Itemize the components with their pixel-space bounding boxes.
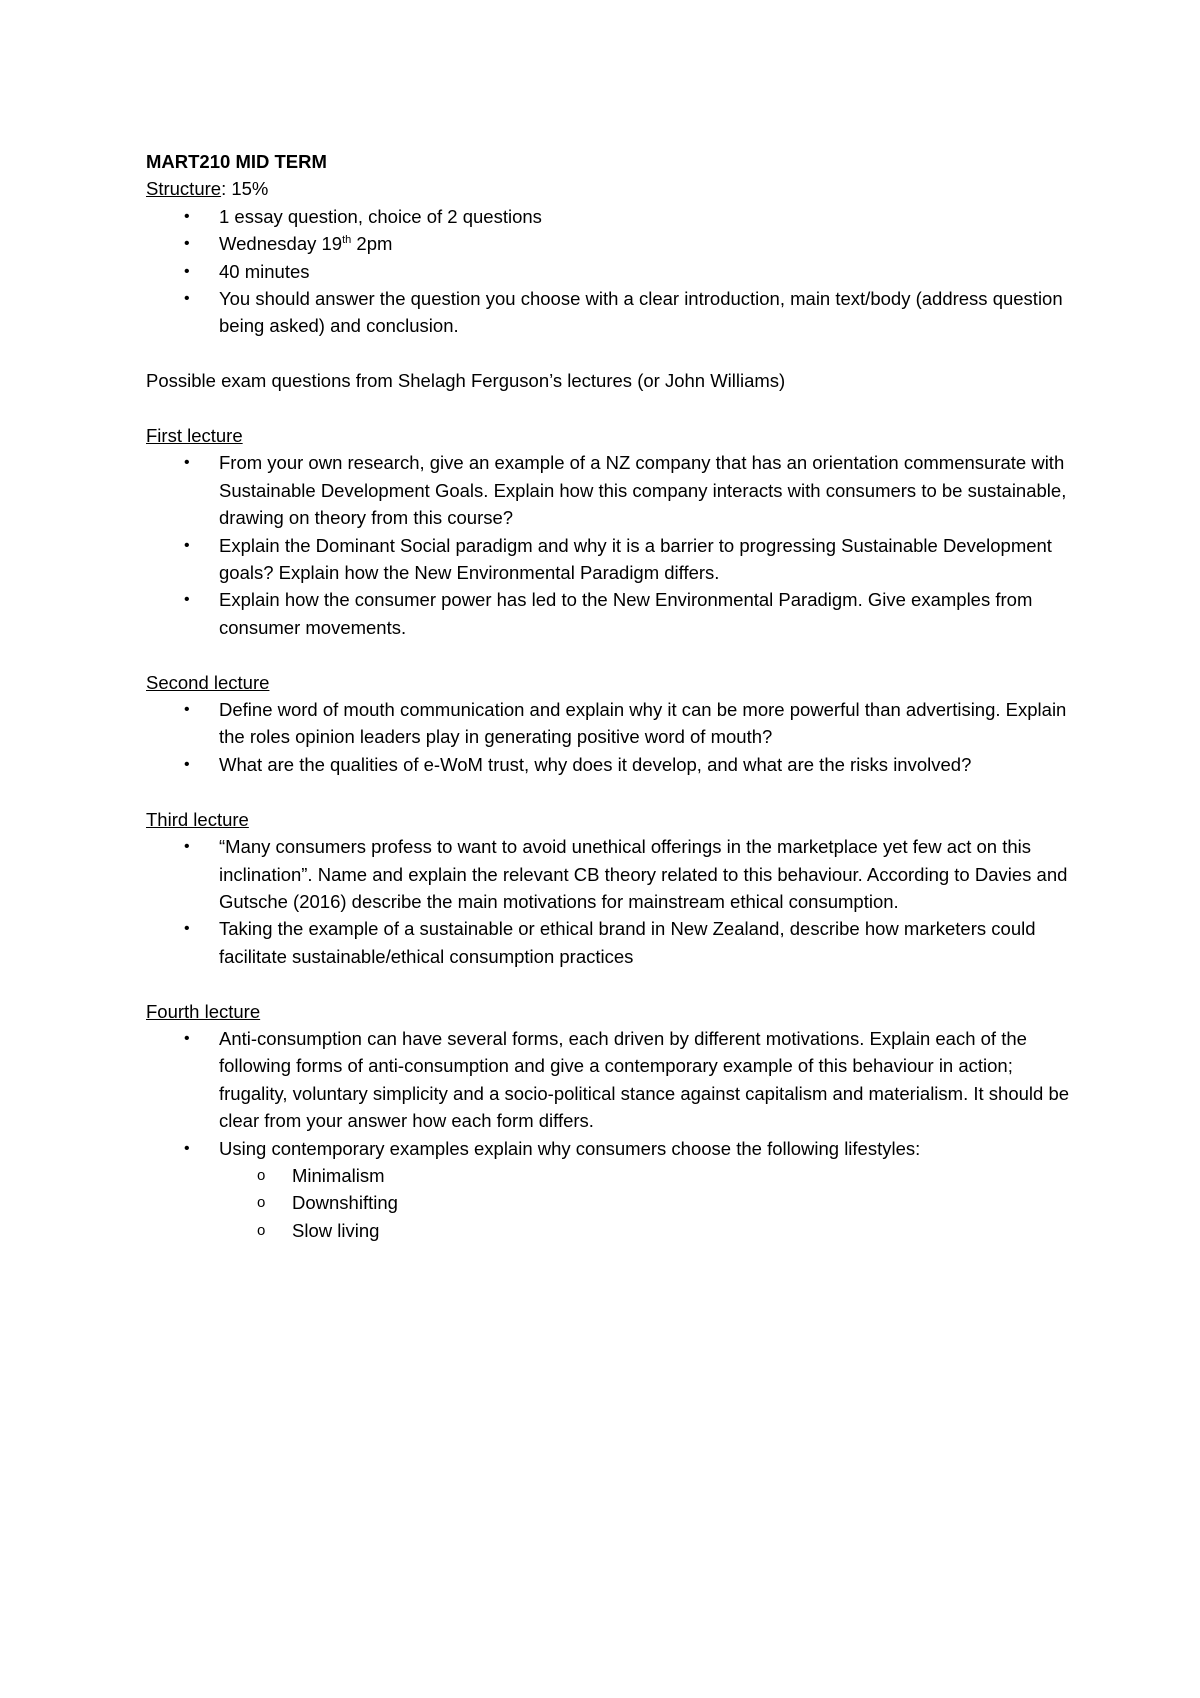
list-item: • Using contemporary examples explain why consumers choose the following lifestyles: bbox=[146, 1135, 1076, 1162]
structure-list bbox=[146, 203, 1076, 340]
section-heading-first-lecture: First lecture bbox=[146, 425, 243, 447]
list-item: • 1 essay question, choice of 2 questions bbox=[146, 203, 1076, 230]
second-lecture-list bbox=[146, 696, 1076, 778]
list-item: • 40 minutes bbox=[146, 258, 1076, 285]
first-lecture-list bbox=[146, 449, 1076, 641]
list-item: • What are the qualities of e-WoM trust, why does it develop, and what are the risks involved? bbox=[146, 751, 1076, 778]
list-item: • Define word of mouth communication and explain why it can be more powerful than advertising. Explain the roles opinion leaders play in generating positive word of mouth? bbox=[146, 696, 1076, 751]
list-item: • Taking the example of a sustainable or ethical brand in New Zealand, describe how marketers could facilitate sustainable/ethical consumption practices bbox=[146, 915, 1076, 970]
document-title: MART210 MID TERM bbox=[146, 151, 327, 172]
structure-line bbox=[146, 175, 1076, 202]
sub-list-item: o Minimalism bbox=[146, 1162, 1076, 1189]
sub-list-item: o Slow living bbox=[146, 1217, 1076, 1244]
intro-text: Possible exam questions from Shelagh Ferguson’s lectures (or John Williams) bbox=[146, 370, 786, 392]
lifestyles-sublist bbox=[146, 1162, 1076, 1244]
list-item: • “Many consumers profess to want to avoid unethical offerings in the marketplace yet few act on this inclination”. Name and explain the relevant CB theory related to this behaviour. According to Davies and Gutsche (2016) describe the main motivations for mainstream ethical consumption. bbox=[146, 833, 1076, 915]
section-heading-fourth-lecture: Fourth lecture bbox=[146, 1000, 261, 1022]
section-heading-third-lecture: Third lecture bbox=[146, 808, 249, 830]
list-item: • From your own research, give an example of a NZ company that has an orientation commensurate with Sustainable Development Goals. Explain how this company interacts with consumers to be sustainable, drawing on theory from this course? bbox=[146, 449, 1076, 531]
time-text: 2pm bbox=[351, 233, 393, 255]
list-item: • Explain the Dominant Social paradigm and why it is a barrier to progressing Sustainable Development goals? Explain how the New Environmental Paradigm differs. bbox=[146, 532, 1076, 587]
list-item: • Anti-consumption can have several forms, each driven by different motivations. Explain each of the following forms of anti-consumption and give a contemporary example of this behaviour in action; frugality, voluntary simplicity and a socio-political stance against capitalism and materialism. It should be clear from your answer how each form differs. bbox=[146, 1025, 1076, 1135]
list-item: • Explain how the consumer power has led to the New Environmental Paradigm. Give examples from consumer movements. bbox=[146, 586, 1076, 641]
date-suffix: th bbox=[342, 234, 352, 247]
third-lecture-list bbox=[146, 833, 1076, 970]
sub-list-item: o Downshifting bbox=[146, 1189, 1076, 1216]
section-heading-second-lecture: Second lecture bbox=[146, 671, 270, 693]
structure-label: Structure bbox=[146, 178, 222, 200]
list-item bbox=[146, 230, 1076, 257]
structure-value: : 15% bbox=[221, 178, 269, 200]
fourth-lecture-list bbox=[146, 1025, 1076, 1162]
date-text: Wednesday 19 bbox=[219, 233, 343, 255]
list-item: • You should answer the question you choose with a clear introduction, main text/body (address question being asked) and conclusion. bbox=[146, 285, 1076, 340]
document-page bbox=[146, 148, 1076, 1244]
